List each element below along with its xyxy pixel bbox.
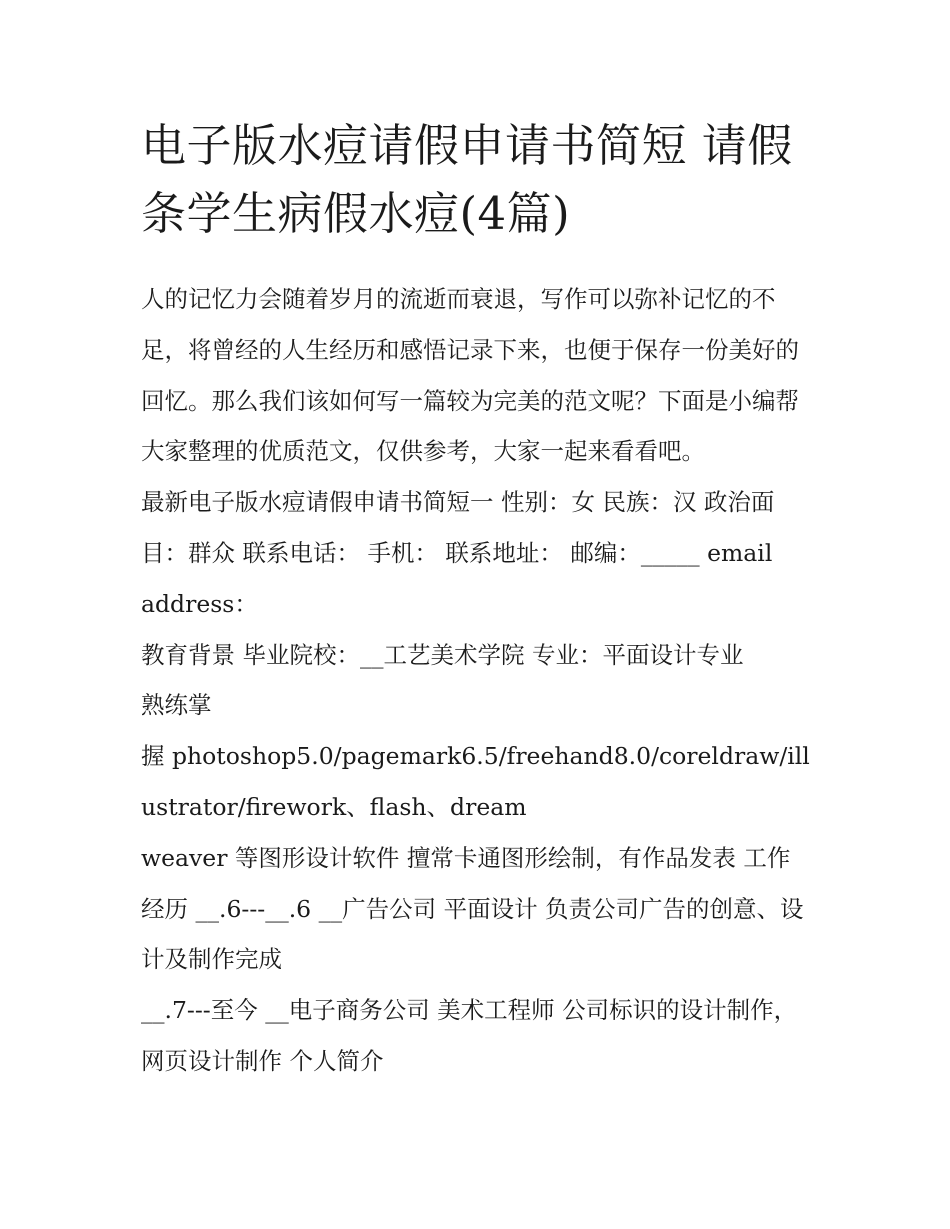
document-title: 电子版水痘请假申请书简短 请假条学生病假水痘(4篇) [141, 119, 793, 240]
document-body [141, 112, 813, 1087]
work-experience-paragraph: weaver 等图形设计软件 擅常卡通图形绘制，有作品发表 工作经历 __.6---__.6 __广告公司 平面设计 负责公司广告的创意、设计及制作完成 [141, 843, 804, 974]
education-paragraph: 教育背景 毕业院校：__工艺美术学院 专业：平面设计专业 [141, 640, 744, 669]
intro-paragraph: 人的记忆力会随着岁月的流逝而衰退，写作可以弥补记忆的不足，将曾经的人生经历和感悟记录下来，也便于保存一份美好的回忆。那么我们该如何写一篇较为完美的范文呢？下面是小编帮大家整理的优质范文，仅供参考，大家一起来看看吧。 [141, 285, 799, 466]
software-list-paragraph: 握 photoshop5.0/pagemark6.5/freehand8.0/coreldraw/illustrator/firework、flash、dream [141, 742, 810, 821]
skills-intro-paragraph: 熟练掌 [141, 691, 212, 720]
current-job-paragraph: __.7---至今 __电子商务公司 美术工程师 公司标识的设计制作，网页设计制作 个人简介 [141, 996, 798, 1075]
personal-info-paragraph: 最新电子版水痘请假申请书简短一 性别：女 民族：汉 政治面目：群众 联系电话： 手机： 联系地址： 邮编：_____ email address： [141, 488, 775, 618]
